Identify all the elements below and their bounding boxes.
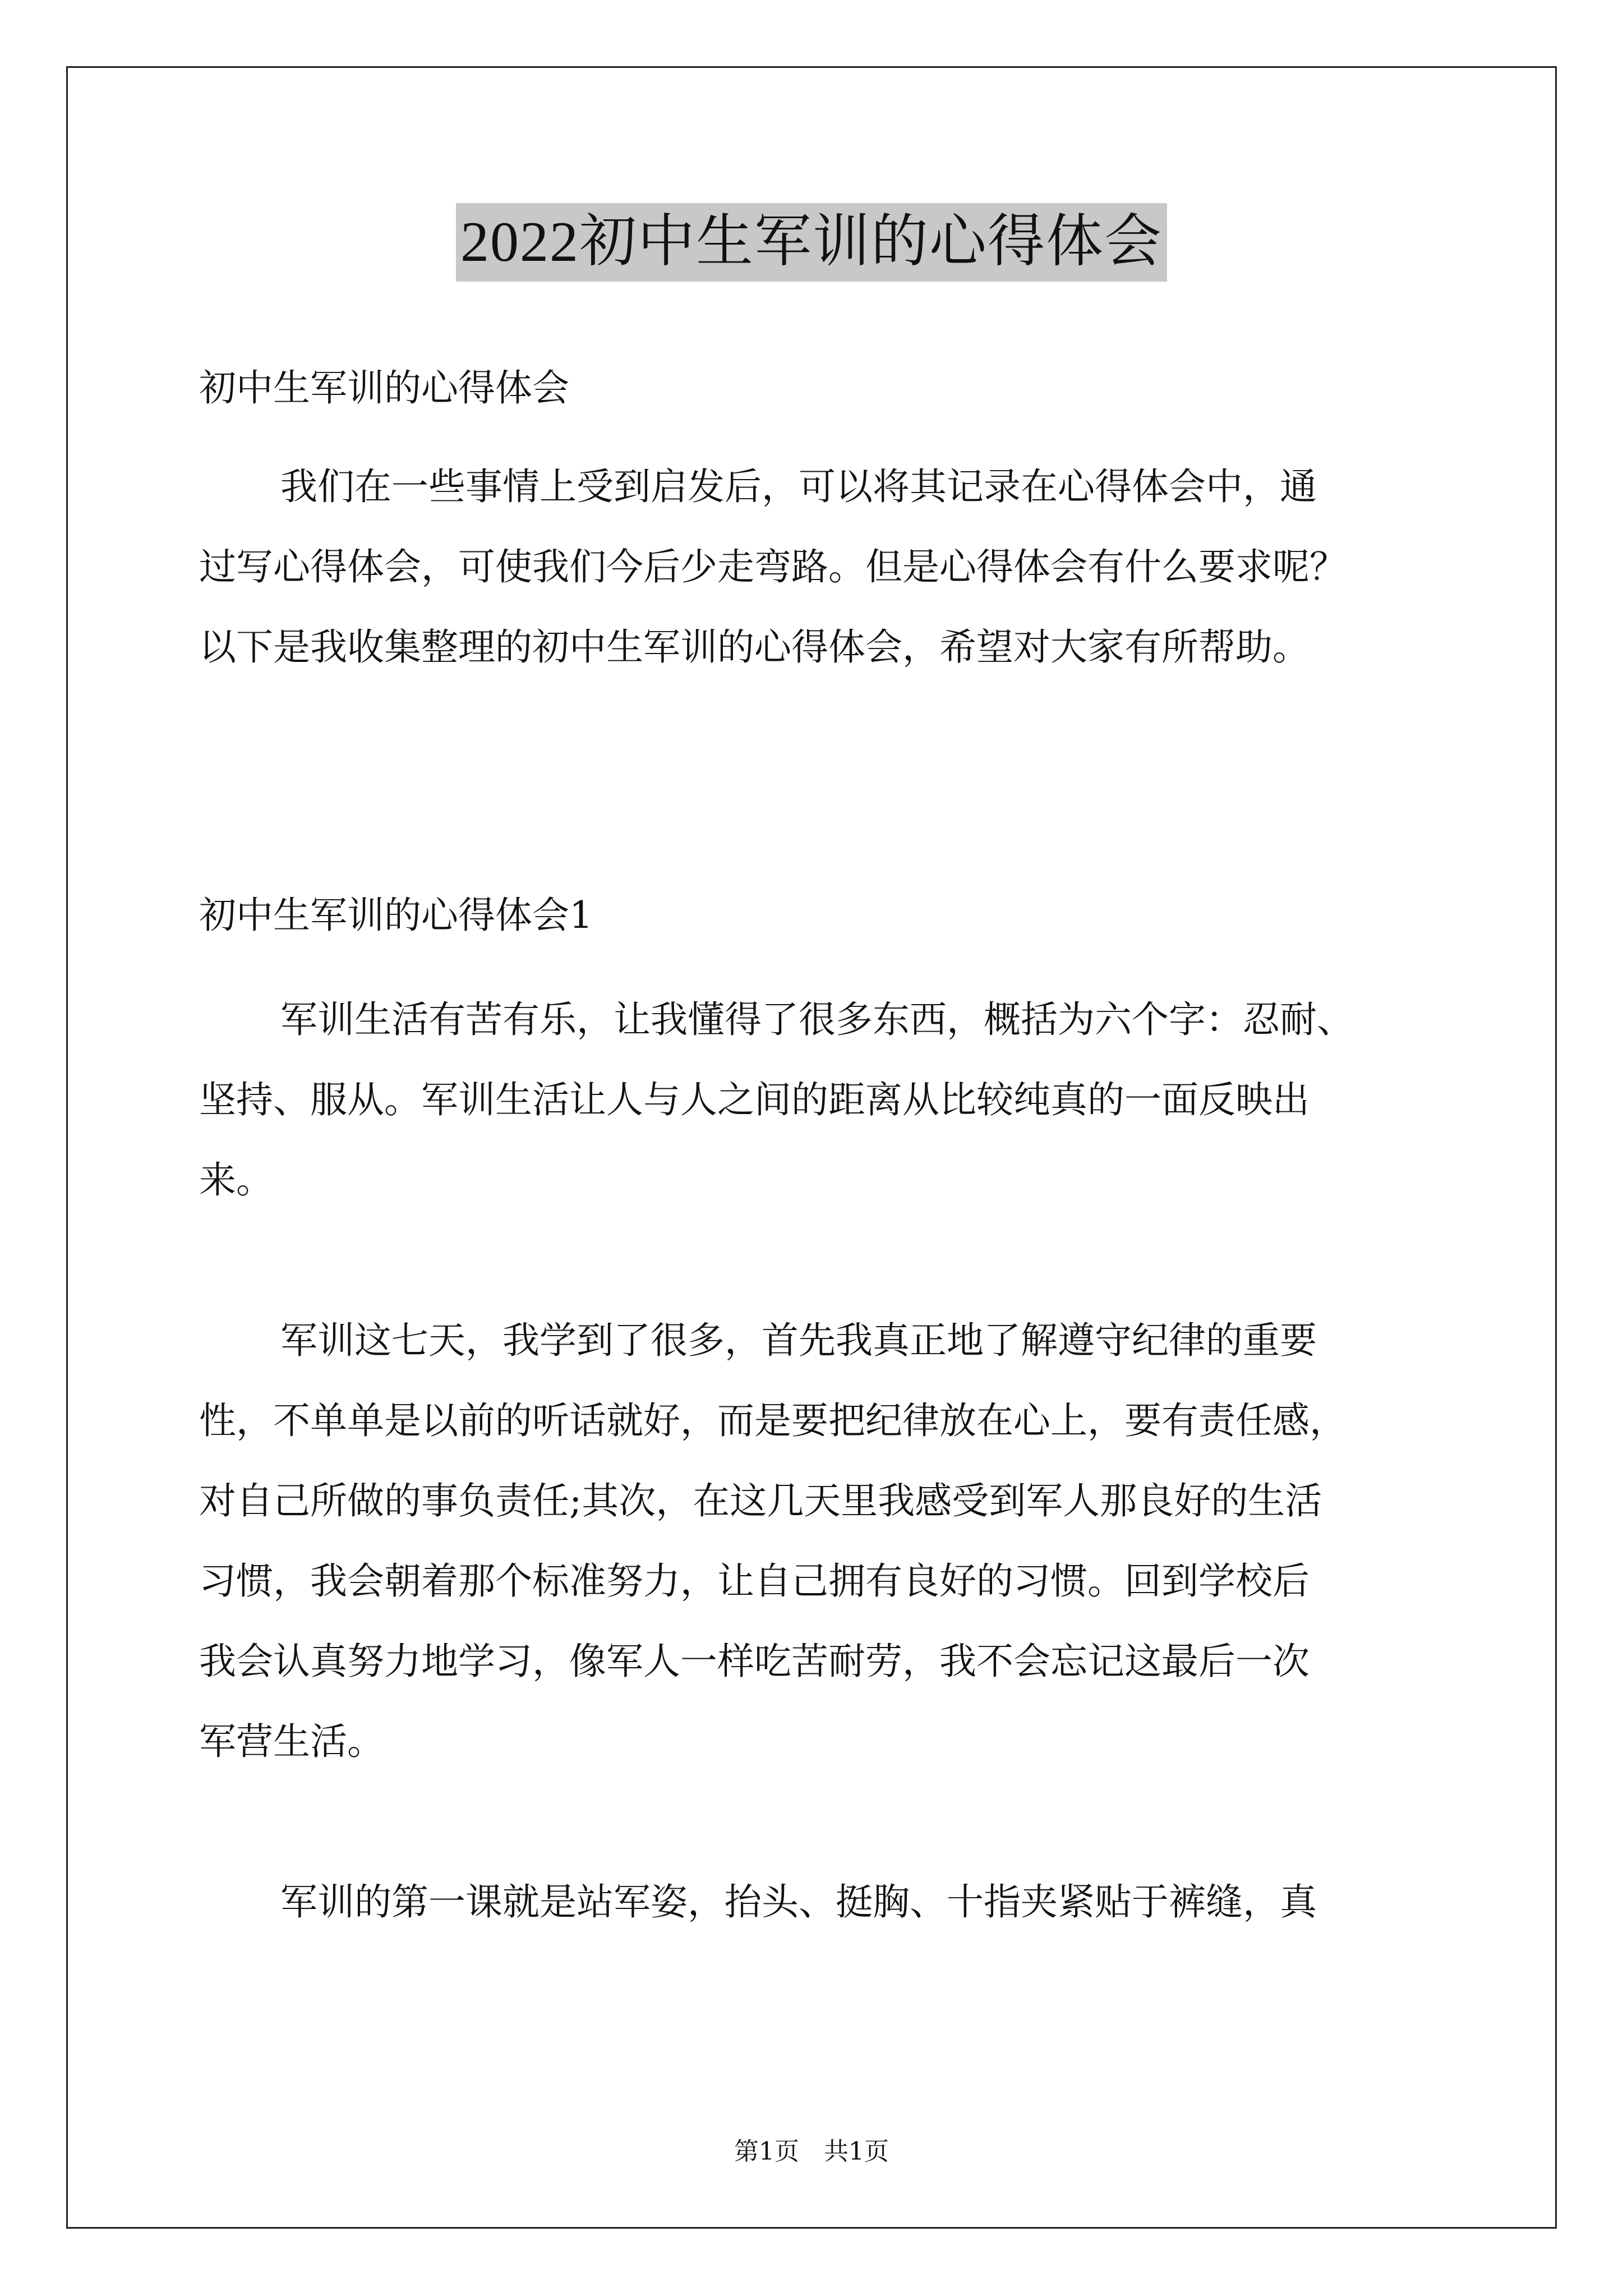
page-footer: 第1页 共1页	[734, 2137, 889, 2166]
intro-line: 过写心得体会，可使我们今后少走弯路。但是心得体会有什么要求呢？	[199, 545, 1347, 588]
body-line: 军营生活。	[199, 1720, 384, 1763]
section-heading: 初中生军训的心得体会1	[199, 894, 593, 937]
intro-line: 以下是我收集整理的初中生军训的心得体会，希望对大家有所帮助。	[199, 625, 1310, 669]
body-line: 我会认真努力地学习，像军人一样吃苦耐劳，我不会忘记这最后一次	[199, 1640, 1310, 1683]
body-line: 习惯，我会朝着那个标准努力，让自己拥有良好的习惯。回到学校后	[199, 1559, 1310, 1603]
intro-line: 我们在一些事情上受到启发后，可以将其记录在心得体会中，通	[280, 465, 1317, 508]
body-line: 军训生活有苦有乐，让我懂得了很多东西，概括为六个字：忍耐、	[280, 998, 1354, 1041]
document-subtitle: 初中生军训的心得体会	[199, 366, 569, 409]
body-line: 军训这七天，我学到了很多，首先我真正地了解遵守纪律的重要	[280, 1319, 1317, 1362]
body-line: 性，不单单是以前的听话就好，而是要把纪律放在心上，要有责任感，	[199, 1399, 1347, 1442]
body-line: 对自己所做的事负责任;其次，在这几天里我感受到军人那良好的生活	[199, 1479, 1322, 1522]
document-title: 2022初中生军训的心得体会	[456, 203, 1167, 282]
body-line: 坚持、服从。军训生活让人与人之间的距离从比较纯真的一面反映出	[199, 1078, 1310, 1121]
body-line: 军训的第一课就是站军姿，抬头、挺胸、十指夹紧贴于裤缝，真	[280, 1880, 1317, 1924]
body-line: 来。	[199, 1158, 273, 1202]
title-container	[0, 203, 1623, 282]
